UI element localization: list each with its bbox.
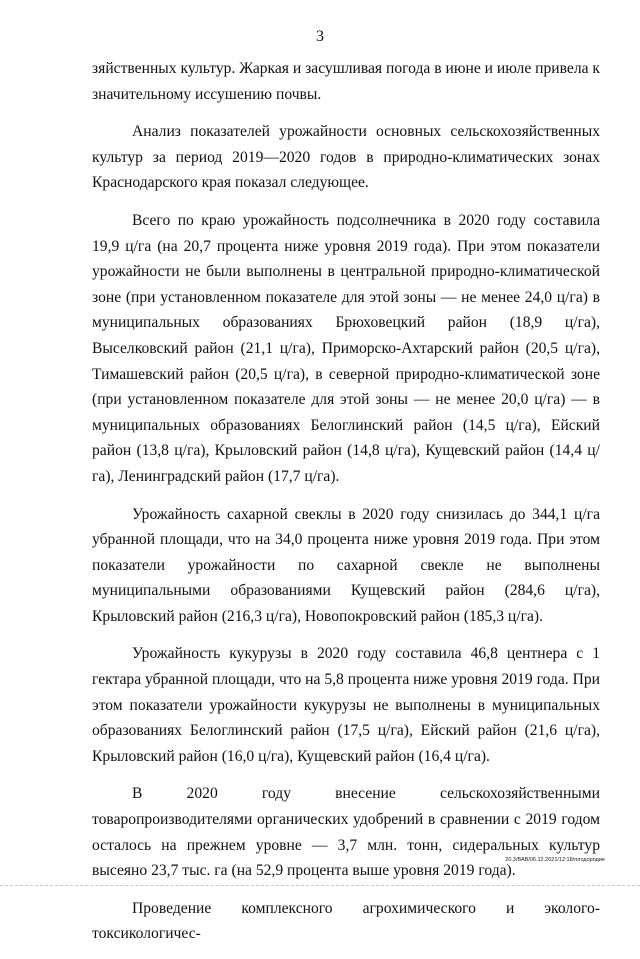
paragraph-corn-yield: Урожайность кукурузы в 2020 году составила 46,8 центнера с 1 гектара убранной площади, что на 5,8 процента ниже уровня 2019 года. При этом показатели урожайности кукурузы не выполнены в муниципальных образованиях Белоглинский район (17,5 ц/га), Ейский район (21,6 ц/га), Крыловский район (16,0 ц/га), Кущевский район (16,4 ц/га). [92,645,600,765]
paragraph-agrochemical-survey: Проведение комплексного агрохимического и эколого-токсикологичес- [92,899,600,943]
document-body [92,56,600,959]
paragraph-yield-analysis-intro: Анализ показателей урожайности основных сельскохозяйственных культур за период 2019—2020 годов в природно-климатических зонах Краснодарского края показал следующее. [92,123,600,192]
document-reference-code: 20.3/ВАВ/06.12.2021/12:18/плодородие [505,857,605,863]
paragraph-organic-fertilizers: В 2020 году внесение сельскохозяйственными товаропроизводителями органических удобрений в сравнении с 2019 годом осталось на прежнем уровне — 3,7 млн. тонн, сидеральных культур высеяно 23,7 тыс. га (на 52,9 процента выше уровня 2019 года). [92,785,600,880]
scan-edge-divider [0,885,640,886]
page-number: 3 [316,28,324,45]
paragraph-sunflower-yield: Всего по краю урожайность подсолнечника в 2020 году составила 19,9 ц/га (на 20,7 процента ниже уровня 2019 года). При этом показатели урожайности не были выполнены в центральной природно-климатической зоне (при установленном показателе для этой зоны — не менее 24,0 ц/га) в муниципальных образованиях Брюховецкий район (18,9 ц/га), Выселковский район (21,1 ц/га), Приморско-Ахтарский район (20,5 ц/га), Тимашевский район (20,5 ц/га), в северной природно-климатической зоне (при установленном показателе для этой зоны — не менее 20,0 ц/га) — в муниципальных образованиях Белоглинский район (14,5 ц/га), Ейский район (13,8 ц/га), Крыловский район (14,8 ц/га), Кущевский район (14,4 ц/га), Ленинградский район (17,7 ц/га). [92,211,600,485]
paragraph-sugar-beet-yield: Урожайность сахарной свеклы в 2020 году снизилась до 344,1 ц/га убранной площади, что на 34,0 процента ниже уровня 2019 года. При этом показатели урожайности по сахарной свекле не выполнены муниципальными образованиями Кущевский район (284,6 ц/га), Крыловский район (216,3 ц/га), Новопокровский район (185,3 ц/га). [92,505,600,625]
paragraph-weather-continuation: зяйственных культур. Жаркая и засушливая погода в июне и июле привела к значительному иссушению почвы. [92,60,600,103]
